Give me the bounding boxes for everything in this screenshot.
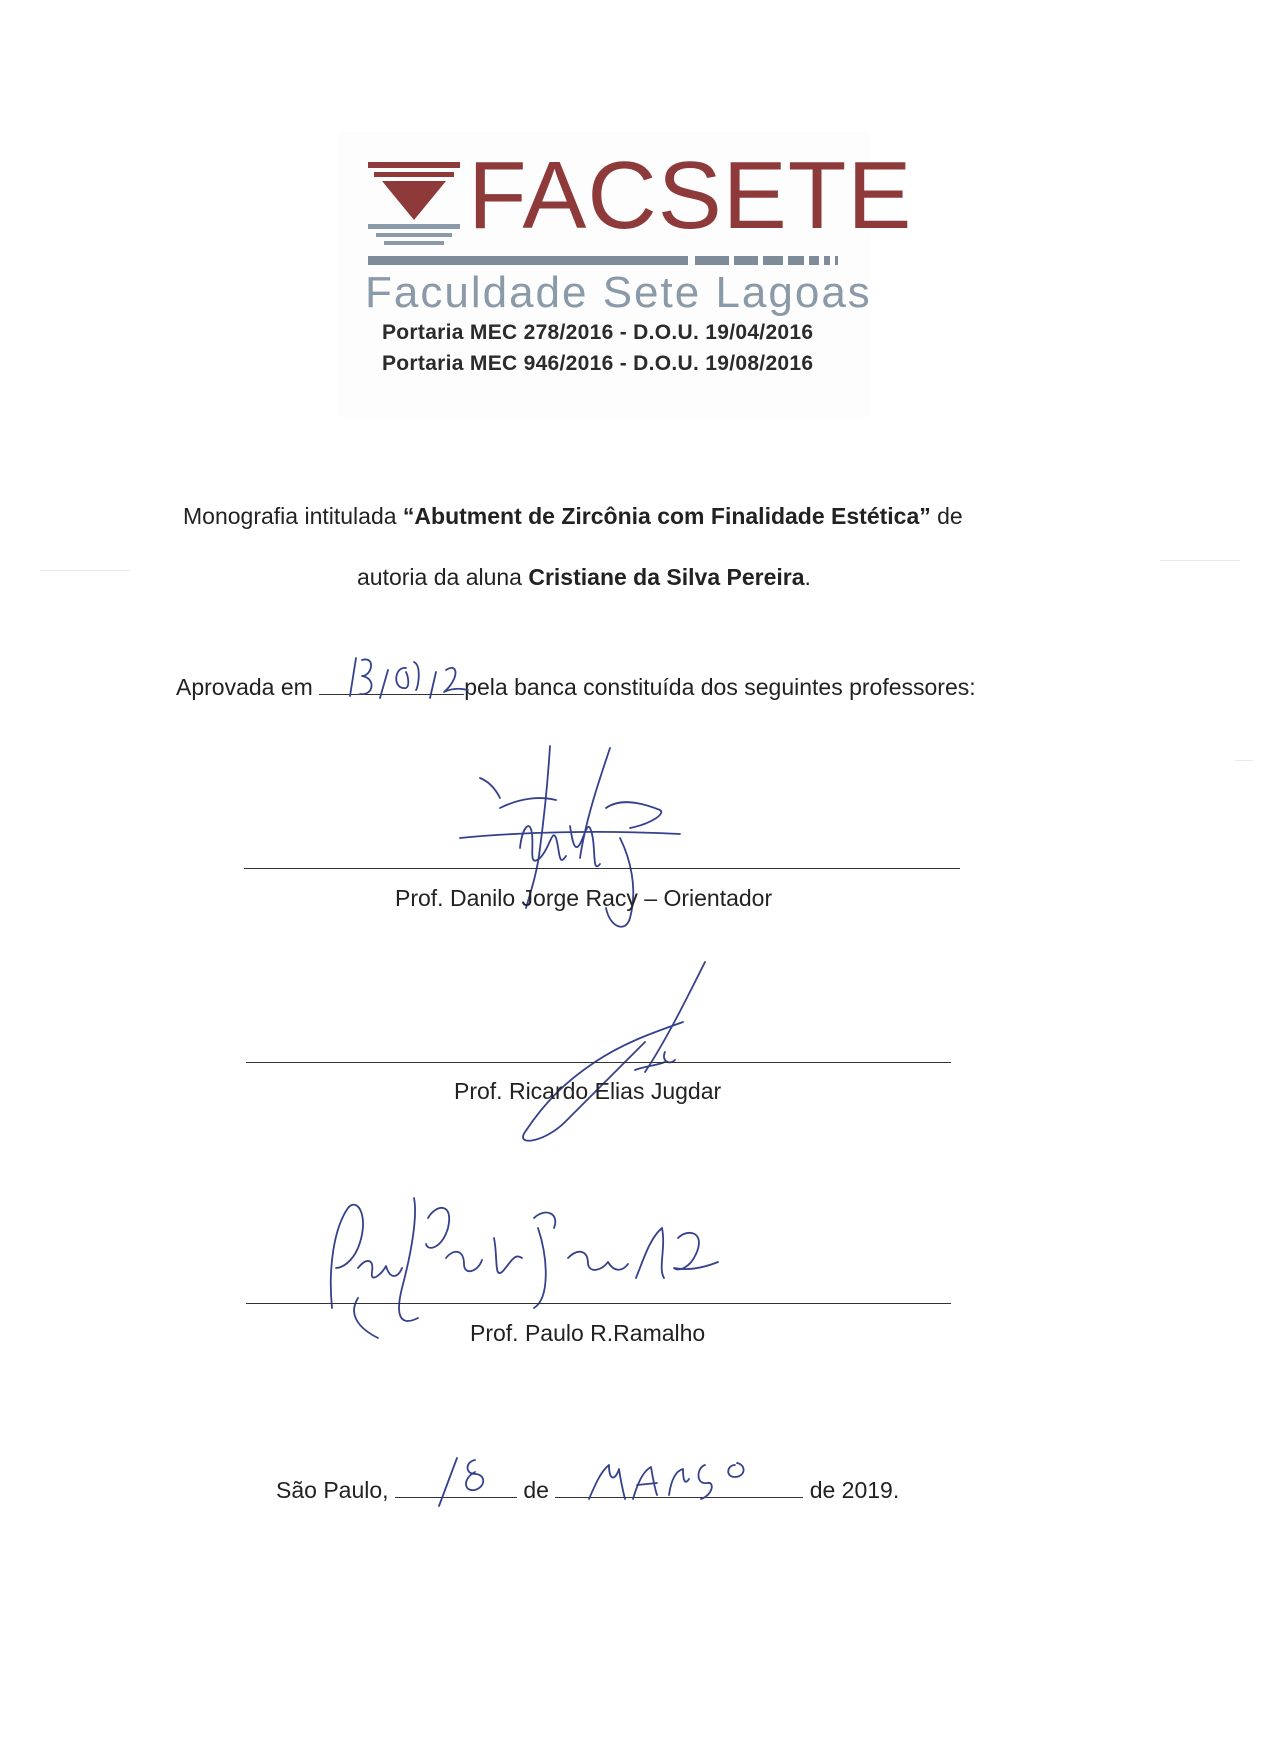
signature-3 (318, 1188, 748, 1338)
scan-artifact (40, 570, 130, 571)
signature-2 (515, 962, 715, 1142)
signature-line-3 (246, 1303, 951, 1304)
logo-bar (824, 256, 830, 265)
scan-artifact (1160, 560, 1240, 561)
logo-wordmark: FACSETE (468, 142, 913, 249)
handwritten-approval-date (336, 648, 486, 708)
logo-bar (763, 256, 783, 265)
logo-bar (695, 256, 729, 265)
signatory-2-caption: Prof. Ricardo Elias Jugdar (454, 1078, 722, 1104)
author-name: Cristiane da Silva Pereira (528, 564, 805, 590)
author-prefix: autoria da aluna (357, 564, 529, 590)
facsete-emblem-icon (368, 162, 460, 248)
handwritten-month (585, 1455, 765, 1505)
approval-suffix: pela banca constituída dos seguintes professores: (464, 674, 976, 700)
signatory-1-caption: Prof. Danilo Jorge Racy – Orientador (395, 885, 773, 911)
signature-line-2 (246, 1062, 951, 1063)
author-suffix: . (804, 564, 811, 590)
intro-line-2 (357, 564, 811, 591)
logo-bar (734, 256, 758, 265)
handwritten-day (435, 1450, 505, 1510)
logo-bar (788, 256, 804, 265)
intro-suffix: de (930, 503, 963, 529)
signatory-3-caption: Prof. Paulo R.Ramalho (470, 1320, 706, 1346)
closing-year: de 2019. (809, 1477, 900, 1503)
portaria-line-1: Portaria MEC 278/2016 - D.O.U. 19/04/2016 (382, 321, 814, 344)
logo-bar (835, 256, 838, 265)
closing-city: São Paulo, (276, 1477, 389, 1503)
approval-line (176, 674, 976, 701)
logo-bar (368, 256, 688, 265)
logo-subtitle: Faculdade Sete Lagoas (365, 268, 872, 317)
scan-artifact (1235, 760, 1253, 761)
approval-prefix: Aprovada em (176, 674, 320, 700)
portaria-line-2: Portaria MEC 946/2016 - D.O.U. 19/08/2016 (382, 352, 814, 375)
logo-bar (809, 256, 819, 265)
signature-line-1 (244, 868, 960, 869)
intro-prefix: Monografia intitulada (183, 503, 403, 529)
intro-line-1 (183, 503, 963, 530)
closing-de: de (523, 1477, 549, 1503)
monograph-title: “Abutment de Zircônia com Finalidade Estética” (402, 503, 931, 529)
